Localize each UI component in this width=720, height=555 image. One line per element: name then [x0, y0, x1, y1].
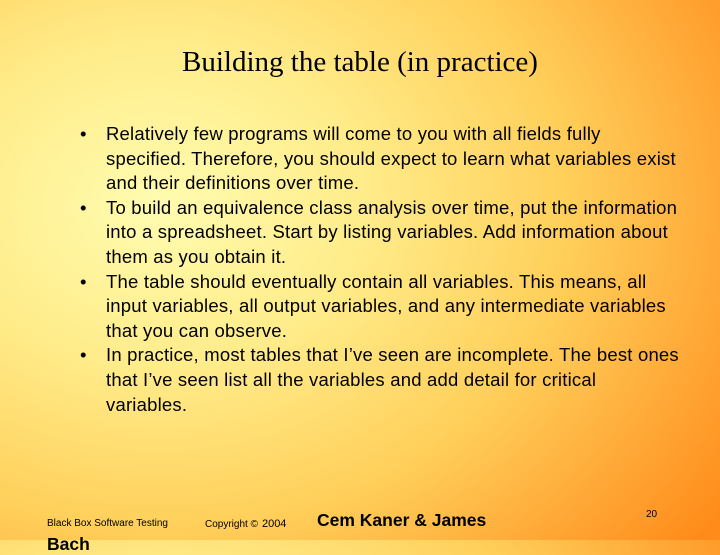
- footer-copyright: [205, 518, 286, 531]
- copyright-year: 2004: [261, 518, 287, 530]
- copyright-text: Copyright ©: [205, 519, 258, 530]
- bullet-marker: •: [80, 270, 87, 292]
- bullet-item: [80, 196, 680, 270]
- bullet-marker: •: [80, 123, 87, 144]
- bullet-item: [80, 270, 680, 344]
- footer-course: Black Box Software Testing: [47, 518, 168, 529]
- bullet-text: Relatively few programs will come to you with all fields fully specified. Therefore, you should expect to learn what variables exist and their definitions over time.: [106, 123, 676, 194]
- bullet-list: [80, 122, 680, 417]
- footer-author-overflow: Bach: [47, 534, 90, 554]
- bullet-marker: •: [80, 196, 87, 218]
- bullet-marker: •: [80, 344, 87, 366]
- bullet-text: To build an equivalence class analysis over time, put the information into a spreadsheet. Start by listing variables. Add information about them as you obtain it.: [106, 196, 678, 267]
- bullet-text: The table should eventually contain all variables. This means, all input variables, all output variables, and any intermediate variables that you can observe.: [106, 270, 666, 341]
- bullet-item: [80, 343, 680, 417]
- slide-title: Building the table (in practice): [182, 46, 538, 78]
- page-number: 20: [646, 509, 658, 520]
- footer-author: Cem Kaner & James: [317, 510, 487, 530]
- bullet-text: In practice, most tables that I’ve seen are incomplete. The best ones that I’ve seen list all the variables and add detail for critical variables.: [106, 344, 679, 415]
- bullet-item: [80, 122, 680, 196]
